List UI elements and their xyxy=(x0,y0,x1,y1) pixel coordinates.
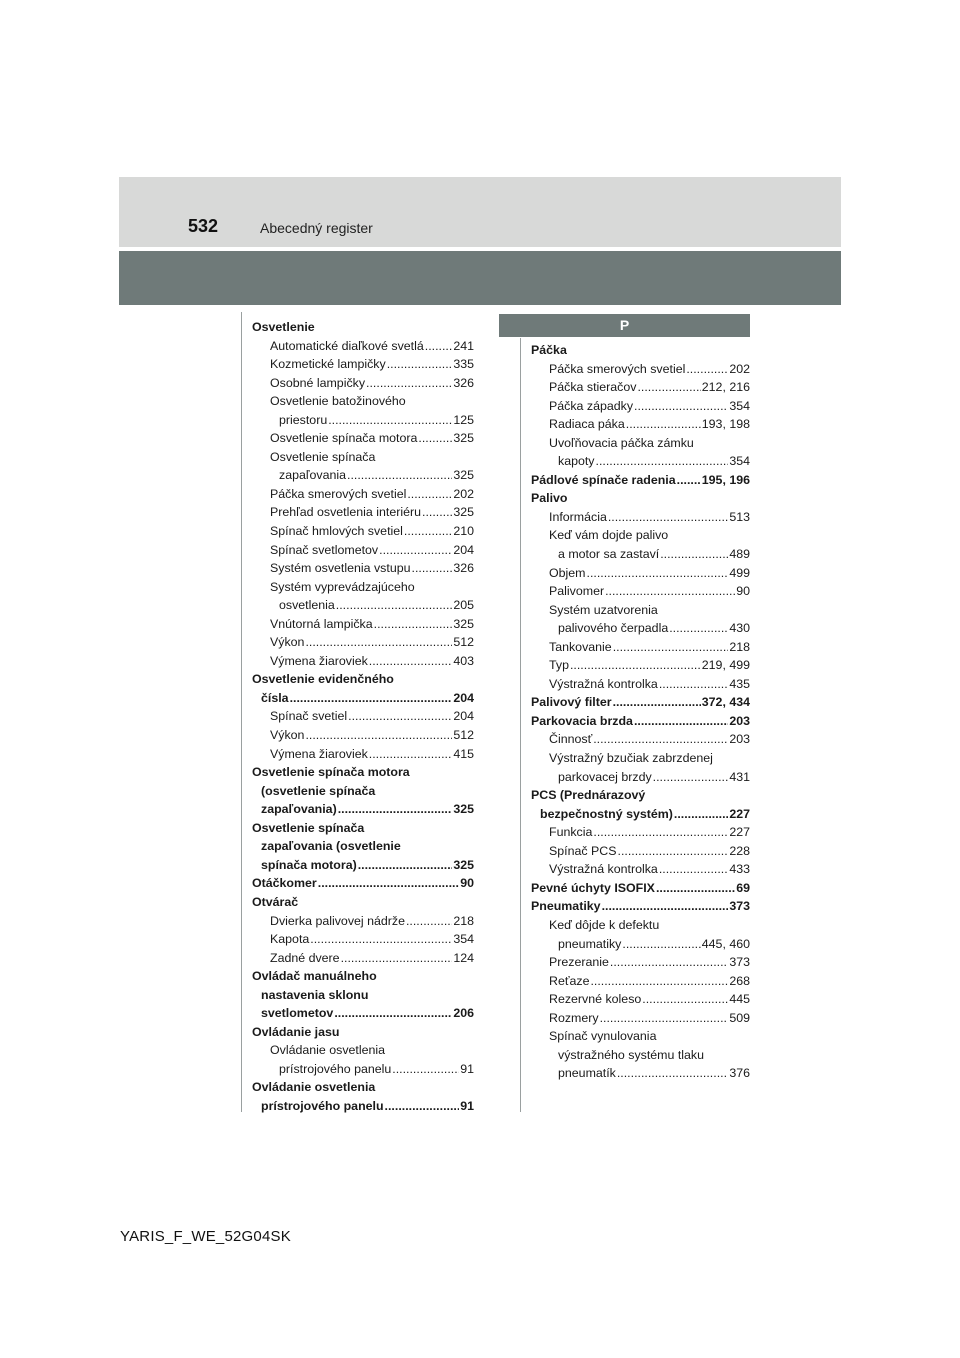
index-entry xyxy=(531,675,750,694)
index-entry xyxy=(252,912,474,931)
dot-leader xyxy=(387,355,453,374)
dot-leader xyxy=(626,415,701,434)
dot-leader xyxy=(618,842,729,861)
index-entry-term: Palivomer xyxy=(549,584,605,599)
index-entry xyxy=(531,582,750,601)
dot-leader xyxy=(617,1064,728,1083)
index-entry-page: 513 xyxy=(729,509,750,524)
index-entry-term: Páčka západky xyxy=(549,398,634,413)
dot-leader xyxy=(622,935,700,954)
dot-leader xyxy=(334,1004,452,1023)
index-entry-page: 445 xyxy=(729,992,750,1007)
index-entry-page: 202 xyxy=(453,486,474,501)
index-entry xyxy=(252,448,474,467)
index-entry-term: Činnosť xyxy=(549,732,593,747)
dot-leader xyxy=(392,1060,459,1079)
index-entry-term: Uvoľňovacia páčka zámku xyxy=(549,435,694,450)
index-entry xyxy=(252,652,474,671)
index-entry-term: Spínač vynulovania xyxy=(549,1029,657,1044)
index-entry-term: pneumatík xyxy=(558,1066,616,1081)
index-entry xyxy=(531,879,750,898)
dot-leader xyxy=(596,452,729,471)
dot-leader xyxy=(593,730,728,749)
index-entry-page: 268 xyxy=(729,973,750,988)
index-entry-term: Ovládanie jasu xyxy=(252,1024,340,1039)
index-entry xyxy=(252,967,474,986)
index-entry-term: Spínač svetlometov xyxy=(270,542,379,557)
index-entry-page: 433 xyxy=(729,862,750,877)
dot-leader xyxy=(669,619,728,638)
index-entry-term: výstražného systému tlaku xyxy=(558,1047,704,1062)
index-entry-term: prístrojového panelu xyxy=(261,1098,384,1113)
index-entry-page: 202 xyxy=(729,361,750,376)
dot-leader xyxy=(412,559,453,578)
index-entry xyxy=(252,670,474,689)
dot-leader xyxy=(674,805,728,824)
index-entry-term: Prezeranie xyxy=(549,955,609,970)
index-entry-page: 373 xyxy=(729,899,750,914)
index-entry xyxy=(252,318,474,337)
index-entry-term: Výmena žiaroviek xyxy=(270,746,368,761)
index-entry-term: Palivový filter xyxy=(531,695,612,710)
dot-leader xyxy=(656,879,735,898)
index-entry xyxy=(531,1046,750,1065)
index-entry-page: 218 xyxy=(453,913,474,928)
index-entry-term: Vnútorná lampička xyxy=(270,616,373,631)
index-entry xyxy=(531,1009,750,1028)
index-entry-term: Osvetlenie batožinového xyxy=(270,394,406,409)
index-entry xyxy=(252,745,474,764)
index-entry-page: 205 xyxy=(453,598,474,613)
index-entry xyxy=(531,823,750,842)
dot-leader xyxy=(659,860,729,879)
dot-leader xyxy=(634,397,728,416)
index-entry xyxy=(252,707,474,726)
index-entry-page: 372, 434 xyxy=(701,695,750,710)
index-entry-page: 512 xyxy=(453,635,474,650)
index-entry-term: palivového čerpadla xyxy=(558,621,669,636)
index-letter-tab: P xyxy=(499,314,750,337)
index-entry-page: 445, 460 xyxy=(701,936,750,951)
dot-leader xyxy=(677,471,701,490)
index-entry xyxy=(252,578,474,597)
index-entry-term: Automatické diaľkové svetlá xyxy=(270,338,424,353)
index-entry-term: Informácia xyxy=(549,509,607,524)
index-entry xyxy=(531,712,750,731)
dot-leader xyxy=(348,707,452,726)
index-entry-term: Výkon xyxy=(270,728,305,743)
index-entry xyxy=(252,392,474,411)
index-entry xyxy=(531,972,750,991)
index-entry xyxy=(531,638,750,657)
index-entry-term: Výstražná kontrolka xyxy=(549,862,658,877)
index-entry-page: 509 xyxy=(729,1010,750,1025)
index-entry-page: 203 xyxy=(729,732,750,747)
index-entry-term: Páčka stieračov xyxy=(549,380,637,395)
index-entry-page: 325 xyxy=(453,431,474,446)
index-entry xyxy=(252,837,474,856)
index-entry-term: Páčka smerových svetiel xyxy=(270,486,407,501)
dot-leader xyxy=(336,596,453,615)
index-entry-term: Ovládanie osvetlenia xyxy=(270,1043,386,1058)
index-entry xyxy=(531,452,750,471)
index-entry xyxy=(252,782,474,801)
index-entry-term: Otáčkomer xyxy=(252,876,317,891)
index-entry xyxy=(531,471,750,490)
index-entry-term: pneumatiky xyxy=(558,936,622,951)
index-entry-term: Systém vyprevádzajúceho xyxy=(270,579,415,594)
index-entry xyxy=(531,378,750,397)
document-code: YARIS_F_WE_52G04SK xyxy=(120,1228,291,1245)
index-entry-term: Systém osvetlenia vstupu xyxy=(270,561,411,576)
index-entry-term: zapaľovania) xyxy=(261,802,337,817)
index-entry xyxy=(252,411,474,430)
index-entry xyxy=(531,990,750,1009)
dot-leader xyxy=(608,508,728,527)
index-entry-page: 206 xyxy=(453,1006,474,1021)
index-entry xyxy=(252,874,474,893)
index-entry-page: 204 xyxy=(453,542,474,557)
index-entry-page: 373 xyxy=(729,955,750,970)
index-entry-term: Pádlové spínače radenia xyxy=(531,472,676,487)
index-entry xyxy=(531,397,750,416)
index-entry-page: 90 xyxy=(460,876,474,891)
index-entry-page: 90 xyxy=(736,584,750,599)
index-entry xyxy=(531,749,750,768)
index-entry-page: 210 xyxy=(453,524,474,539)
index-entry-term: Funkcia xyxy=(549,825,593,840)
index-entry-term: Tankovanie xyxy=(549,639,612,654)
index-entry-page: 241 xyxy=(453,338,474,353)
index-entry-term: Kapota xyxy=(270,932,310,947)
index-column-right xyxy=(531,341,750,1083)
index-entry-term: kapoty xyxy=(558,454,595,469)
dot-leader xyxy=(418,429,452,448)
index-entry xyxy=(252,1023,474,1042)
index-entry-term: prístrojového panelu xyxy=(279,1061,392,1076)
index-entry-page: 403 xyxy=(453,653,474,668)
index-entry-term: Spínač hmlových svetiel xyxy=(270,524,403,539)
index-entry-page: 212, 216 xyxy=(701,380,750,395)
index-entry-term: osvetlenia xyxy=(279,598,335,613)
index-entry xyxy=(252,800,474,819)
dot-leader xyxy=(341,949,453,968)
index-entry-term: parkovacej brzdy xyxy=(558,769,652,784)
index-entry xyxy=(252,596,474,615)
index-entry xyxy=(252,893,474,912)
dot-leader xyxy=(634,712,728,731)
dot-leader xyxy=(328,411,452,430)
dot-leader xyxy=(610,953,728,972)
index-entry xyxy=(531,415,750,434)
dot-leader xyxy=(653,768,729,787)
dot-leader xyxy=(659,675,729,694)
index-entry xyxy=(252,689,474,708)
index-entry-term: Osvetlenie spínača xyxy=(252,820,365,835)
index-entry-page: 499 xyxy=(729,565,750,580)
index-entry xyxy=(252,503,474,522)
index-entry-term: Zadné dvere xyxy=(270,950,340,965)
index-entry xyxy=(531,935,750,954)
index-entry-page: 195, 196 xyxy=(701,472,750,487)
section-title: Abecedný register xyxy=(260,220,373,236)
index-entry-page: 124 xyxy=(453,950,474,965)
index-entry-term: Výkon xyxy=(270,635,305,650)
index-entry-term: Typ xyxy=(549,658,569,673)
dot-leader xyxy=(347,466,452,485)
index-entry-term: Reťaze xyxy=(549,973,590,988)
index-entry-page: 219, 499 xyxy=(701,658,750,673)
column-divider-middle xyxy=(520,338,521,1112)
index-entry-term: Páčka xyxy=(531,343,567,357)
dot-leader xyxy=(404,522,452,541)
index-entry-term: Páčka smerových svetiel xyxy=(549,361,686,376)
index-entry-term: Rozmery xyxy=(549,1010,599,1025)
index-entry xyxy=(252,949,474,968)
index-entry-term: Pevné úchyty ISOFIX xyxy=(531,880,655,895)
index-entry-term: čísla xyxy=(261,690,289,705)
index-entry-page: 354 xyxy=(729,454,750,469)
index-entry-page: 325 xyxy=(453,616,474,631)
index-entry-term: Pneumatiky xyxy=(531,899,601,914)
index-entry-term: zapaľovania xyxy=(279,468,346,483)
dot-leader xyxy=(602,897,729,916)
index-entry-page: 227 xyxy=(729,806,750,821)
index-entry-term: Osvetlenie spínača xyxy=(270,449,376,464)
dot-leader xyxy=(686,360,728,379)
dot-leader xyxy=(385,1097,460,1116)
index-entry xyxy=(531,656,750,675)
index-entry-term: Výstražná kontrolka xyxy=(549,676,658,691)
index-entry xyxy=(252,374,474,393)
index-entry-term: Prehľad osvetlenia interiéru xyxy=(270,505,422,520)
index-entry-term: Rezervné koleso xyxy=(549,992,642,1007)
index-entry-page: 91 xyxy=(460,1061,474,1076)
index-entry-page: 326 xyxy=(453,561,474,576)
index-entry xyxy=(531,860,750,879)
index-entry xyxy=(252,763,474,782)
index-entry-page: 325 xyxy=(453,802,474,817)
dot-leader xyxy=(590,972,728,991)
index-entry xyxy=(531,916,750,935)
index-entry xyxy=(252,541,474,560)
index-entry-page: 512 xyxy=(453,728,474,743)
dot-leader xyxy=(379,541,452,560)
index-entry-page: 228 xyxy=(729,843,750,858)
index-entry-page: 354 xyxy=(729,398,750,413)
index-entry-page: 325 xyxy=(453,857,474,872)
index-column-left xyxy=(252,318,474,1116)
index-entry xyxy=(531,842,750,861)
dot-leader xyxy=(570,656,701,675)
index-entry-page: 325 xyxy=(453,468,474,483)
dot-leader xyxy=(613,638,729,657)
index-entry xyxy=(531,360,750,379)
column-divider-left xyxy=(241,312,242,1112)
index-entry xyxy=(252,633,474,652)
dot-leader xyxy=(593,823,728,842)
index-entry-page: 415 xyxy=(453,746,474,761)
index-entry xyxy=(252,1041,474,1060)
dot-leader xyxy=(374,615,453,634)
index-entry xyxy=(252,1004,474,1023)
index-entry-term: Kozmetické lampičky xyxy=(270,357,386,372)
index-entry xyxy=(531,897,750,916)
index-entry xyxy=(531,526,750,545)
index-entry-term: Spínač PCS xyxy=(549,843,617,858)
index-entry-page: 227 xyxy=(729,825,750,840)
dot-leader xyxy=(660,545,728,564)
page-number: 532 xyxy=(188,216,219,236)
index-entry xyxy=(252,355,474,374)
dot-leader xyxy=(407,485,452,504)
index-entry xyxy=(252,466,474,485)
index-entry-term: Výstražný bzučiak zabrzdenej xyxy=(549,751,713,766)
index-entry-page: 69 xyxy=(736,880,750,895)
dot-leader xyxy=(310,930,452,949)
dot-leader xyxy=(290,689,453,708)
index-entry xyxy=(252,1060,474,1079)
index-entry-term: priestoru xyxy=(279,412,328,427)
index-entry-term: Výmena žiaroviek xyxy=(270,653,368,668)
index-entry-term: svetlometov xyxy=(261,1006,334,1021)
index-entry-page: 325 xyxy=(453,505,474,520)
dot-leader xyxy=(366,374,452,393)
index-entry xyxy=(531,1027,750,1046)
dot-leader xyxy=(425,337,453,356)
index-entry-term: Palivo xyxy=(531,491,568,506)
index-entry-term: zapaľovania (osvetlenie xyxy=(261,839,401,854)
index-entry xyxy=(531,953,750,972)
dot-leader xyxy=(369,745,453,764)
page-header xyxy=(119,177,841,247)
index-entry-term: Osvetlenie spínača motora xyxy=(270,431,418,446)
dot-leader xyxy=(637,378,700,397)
index-entry xyxy=(252,1078,474,1097)
index-entry-term: (osvetlenie spínača xyxy=(261,783,376,798)
index-entry xyxy=(252,559,474,578)
index-entry xyxy=(531,601,750,620)
dot-leader xyxy=(305,726,452,745)
index-entry xyxy=(531,805,750,824)
index-entry xyxy=(252,856,474,875)
index-entry-page: 91 xyxy=(460,1098,474,1113)
index-entry-page: 125 xyxy=(453,412,474,427)
dot-leader xyxy=(613,693,701,712)
index-entry xyxy=(531,768,750,787)
index-entry-term: Osobné lampičky xyxy=(270,375,366,390)
index-entry-term: Otvárač xyxy=(252,894,299,909)
index-entry-page: 193, 198 xyxy=(701,417,750,432)
dot-leader xyxy=(338,800,453,819)
index-entry-term: nastavenia sklonu xyxy=(261,987,369,1002)
index-entry xyxy=(252,930,474,949)
index-entry-page: 335 xyxy=(453,357,474,372)
index-entry-term: Keď vám dojde palivo xyxy=(549,528,669,543)
index-entry-term: Keď dôjde k defektu xyxy=(549,917,660,932)
index-entry xyxy=(252,485,474,504)
index-entry-term: spínača motora) xyxy=(261,857,357,872)
index-entry-term: Osvetlenie evidenčného xyxy=(252,672,394,687)
index-entry-term: Osvetlenie spínača motora xyxy=(252,765,410,780)
index-entry-page: 435 xyxy=(729,676,750,691)
index-entry-term: Ovládanie osvetlenia xyxy=(252,1080,376,1095)
index-entry-page: 376 xyxy=(729,1066,750,1081)
index-entry xyxy=(531,545,750,564)
index-entry-page: 430 xyxy=(729,621,750,636)
index-entry xyxy=(252,819,474,838)
index-entry-page: 218 xyxy=(729,639,750,654)
dot-leader xyxy=(605,582,735,601)
dot-leader xyxy=(600,1009,729,1028)
index-entry xyxy=(252,337,474,356)
index-entry-term: Osvetlenie xyxy=(252,320,315,334)
header-band xyxy=(119,251,841,305)
index-entry-term: PCS (Prednárazový xyxy=(531,788,646,803)
index-entry-page: 354 xyxy=(453,932,474,947)
dot-leader xyxy=(642,990,728,1009)
index-entry-term: Ovládač manuálneho xyxy=(252,969,377,984)
index-entry-page: 204 xyxy=(453,709,474,724)
index-entry-page: 203 xyxy=(729,713,750,728)
index-entry xyxy=(531,730,750,749)
index-entry-term: bezpečnostný systém) xyxy=(540,806,673,821)
index-entry xyxy=(252,429,474,448)
index-entry xyxy=(531,341,750,360)
index-entry-term: Radiaca páka xyxy=(549,417,625,432)
index-entry xyxy=(531,1064,750,1083)
index-entry xyxy=(531,508,750,527)
dot-leader xyxy=(358,856,453,875)
index-entry xyxy=(252,726,474,745)
index-entry xyxy=(531,489,750,508)
index-entry-term: Systém uzatvorenia xyxy=(549,602,658,617)
dot-leader xyxy=(587,564,729,583)
index-entry-term: a motor sa zastaví xyxy=(558,547,660,562)
dot-leader xyxy=(422,503,452,522)
index-entry-page: 431 xyxy=(729,769,750,784)
index-entry xyxy=(531,786,750,805)
index-entry xyxy=(252,522,474,541)
index-entry xyxy=(252,986,474,1005)
index-entry xyxy=(531,434,750,453)
dot-leader xyxy=(369,652,453,671)
dot-leader xyxy=(318,874,459,893)
index-entry-term: Parkovacia brzda xyxy=(531,713,633,728)
dot-leader xyxy=(406,912,452,931)
index-entry-term: Dvierka palivovej nádrže xyxy=(270,913,405,928)
index-entry-term: Spínač svetiel xyxy=(270,709,348,724)
index-entry-page: 204 xyxy=(453,690,474,705)
index-entry-term: Objem xyxy=(549,565,586,580)
index-entry-page: 489 xyxy=(729,547,750,562)
index-entry xyxy=(252,1097,474,1116)
dot-leader xyxy=(305,633,452,652)
index-entry xyxy=(531,619,750,638)
index-entry xyxy=(531,693,750,712)
index-entry xyxy=(531,564,750,583)
index-entry xyxy=(252,615,474,634)
index-entry-page: 326 xyxy=(453,375,474,390)
